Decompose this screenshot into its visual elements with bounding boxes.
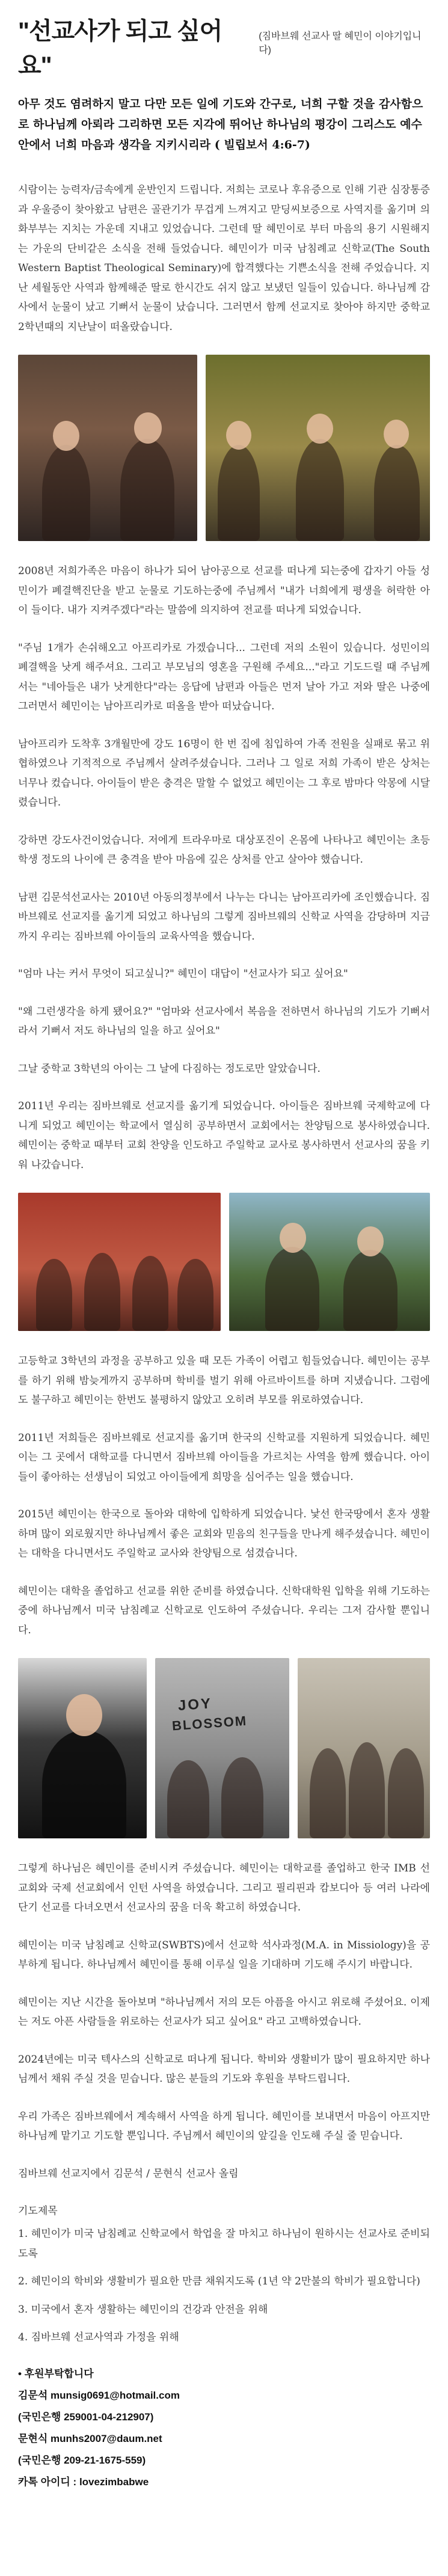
- paragraph: "왜 그런생각을 하게 됐어요?" "엄마와 선교사에서 복음을 전하면서 하나님의 기도가 기뻐서 라서 기뻐서 저도 하나님의 일을 하고 싶어요": [18, 1005, 430, 1037]
- support-email-1[interactable]: 김문석 munsig0691@hotmail.com: [18, 2389, 180, 2401]
- graduation-photo: [18, 1658, 147, 1838]
- paragraph: 고등학교 3학년의 과정을 공부하고 있을 때 모든 가족이 어렵고 힘들었습니다. 혜민이는 공부를 하기 위해 밤늦게까지 공부하며 학비를 벌기 위해 아르바이트를 하며 지냈습니다. 그럼에도 불구하고 혜민이는 한번도 불평하지 않았고 오히려 부모를 위로하였습니다.: [18, 1355, 430, 1406]
- paragraph: 혜민이는 대학을 졸업하고 선교를 위한 준비를 하였습니다. 신학대학원 입학을 위해 기도하는 중에 하나님께서 미국 남침례교 신학교로 인도하여 주셨습니다. 우리는 그저 감사할 뿐입니다.: [18, 1585, 430, 1636]
- prayer-item: 4. 짐바브웨 선교사역과 가정을 위해: [18, 2331, 179, 2343]
- support-email-2[interactable]: 문현식 munhs2007@daum.net: [18, 2432, 162, 2444]
- paragraph: 혜민이는 미국 남침례교 신학교(SWBTS)에서 선교학 석사과정(M.A. in Missiology)을 공부하게 됩니다. 하나님께서 혜민이를 통해 이루실 일을 기대하며 기도해 주시기 바랍니다.: [18, 1939, 430, 1971]
- paragraph: 시람이는 능력자/금속에게 운반인지 드립니다. 저희는 코로나 후유증으로 인해 기관 심장통증과 우울증이 찾아왔고 남편은 골관기가 무겁게 느껴지고 맏딩씨보증으로 사역지를 옮기며 의화부부는 지치는 가운데 지내고 있었습니다. 그런데 딸 혜민이로 부터 마음의 용기 시원해지는 가운의 단비같은 소식을 전해 들었습니다. 혜민이가 미국 남침례교 신학교(The South Western Baptist Theological Seminary)에 합격했다는 기쁜소식을 전해 주었습니다. 지난 세월동안 사역과 함께해준 딸로 한시간도 쉬지 않고 보냈던 일들이 있습니다. 하나님께 감사에서 눈물이 났고 기뻐서 눈물이 났습니다. 그러면서 함께 선교지로 찾아야 하지만 중학교 2학년때의 지난날이 떠올랐습니다.: [18, 184, 430, 333]
- paragraph: 짐바브웨 선교지에서 김문석 / 문현식 선교사 올림: [18, 2167, 239, 2180]
- scripture-verse: 아무 것도 염려하지 말고 다만 모든 일에 기도와 간구로, 너희 구할 것을 감사함으로 하나님께 아뢰라 그리하면 모든 지각에 뛰어난 하나님의 평강이 그리스도 예수 안에서 너희 마음과 생각을 지키시리라 ( 빌립보서 4:6-7): [18, 97, 423, 151]
- paragraph: 혜민이는 지난 시간을 돌아보며 "하나님께서 저의 모든 아픔을 아시고 위로해 주셨어요. 이제는 저도 아픈 사람들을 위로하는 선교사가 되고 싶어요" 라고 고백하였습니다.: [18, 1996, 430, 2028]
- paragraph: 남아프리카 도착후 3개월만에 강도 16명이 한 번 집에 침입하여 가족 전원을 실패로 묶고 위협하였으나 기적적으로 주님께서 살려주셨습니다. 그러나 그 일로 저희 가족이 받은 상처는 너무나 컸습니다. 아이들이 받은 충격은 말할 수 없었고 혜민이는 그 후로 밤마다 악몽에 시달렸습니다.: [18, 738, 430, 809]
- family-photo: [18, 355, 197, 541]
- paragraph: "엄마 나는 커서 무엇이 되고싶니?" 혜민이 대답이 "선교사가 되고 싶어요": [18, 968, 348, 980]
- support-kakao-id: 카톡 아이디 : lovezimbabwe: [18, 2476, 149, 2488]
- paragraph: 그날 중학교 3학년의 아이는 그 날에 다짐하는 정도로만 알았습니다.: [18, 1062, 321, 1075]
- photo-row-1: [18, 355, 430, 541]
- group-indoor-photo: [298, 1658, 430, 1838]
- paragraph: 2008년 저희가족은 마음이 하나가 되어 남아공으로 선교를 떠나게 되는중에 갑자기 아들 성민이가 폐결핵진단을 받고 눈물로 기도하는중에 주님께서 "내가 너희에게 평생을 허락한 아이 들이다. 내가 지켜주겠다"라는 말씀에 의지하여 전교를 떠나게 되었습니다.: [18, 565, 430, 616]
- photo-row-3: [18, 1658, 430, 1838]
- prayer-item: 1. 혜민이가 미국 남침례교 신학교에서 학업을 잘 마치고 하나님이 원하시는 선교사로 준비되도록: [18, 2228, 430, 2260]
- prayer-title: 기도제목: [18, 2205, 58, 2217]
- paragraph: "주님 1개가 손쉬해오고 아프리카로 가겠습니다... 그런데 저의 소원이 있습니다. 성민이의 폐결핵을 낫게 해주셔요. 그리고 부모님의 영혼을 구원해 주세요..."라고 기도드릴 때 주님께서는 "네아들은 내가 낫게한다"라는 응답에 남편과 아들은 먼저 날아 가고 저와 딸은 나중에 그러면서 혜민이는 남아프리카로 떠올을 받아 떠났습니다.: [18, 641, 430, 712]
- paragraph: 2011년 우리는 짐바브웨로 선교지를 옮기게 되었습니다. 아이들은 짐바브웨 국제학교에 다니게 되었고 혜민이는 학교에서 열심히 공부하면서 교회에서는 찬양팀으로 봉사하였습니다. 혜민이는 중학교 때부터 교회 찬양을 인도하고 주일학교 교사로 봉사하면서 선교사의 꿈을 키워 나갔습니다.: [18, 1100, 430, 1171]
- title-row: [18, 12, 430, 81]
- paragraph: 2015년 혜민이는 한국으로 돌아와 대학에 입학하게 되었습니다. 낯선 한국땅에서 혼자 생활하며 많이 외로웠지만 하나님께서 좋은 교회와 믿음의 친구들을 만나게 해주셨습니다. 혜민이는 대학을 다니면서도 주일학교 교사와 찬양팀으로 섬겼습니다.: [18, 1508, 430, 1559]
- support-account-2: (국민은행 209-21-1675-559): [18, 2454, 146, 2466]
- paragraph: 2024년에는 미국 텍사스의 신학교로 떠나게 됩니다. 학비와 생활비가 많이 필요하지만 하나님께서 채워 주실 것을 믿습니다. 많은 분들의 기도와 후원을 부탁드립니다.: [18, 2053, 430, 2085]
- support-header: • 후원부탁합니다: [18, 2367, 94, 2379]
- mission-group-photo: [206, 355, 430, 541]
- prayer-section: [18, 2201, 430, 2348]
- joy-sign-line2: BLOSSOM: [171, 1713, 248, 1734]
- prayer-item: 3. 미국에서 혼자 생활하는 혜민이의 건강과 안전을 위해: [18, 2303, 268, 2316]
- prayer-item: 2. 혜민이의 학비와 생활비가 필요한 만큼 채워지도록 (1년 약 2만불의 학비가 필요합니다): [18, 2275, 420, 2287]
- paragraph: 우리 가족은 짐바브웨에서 계속해서 사역을 하게 됩니다. 혜민이를 보내면서 마음이 아프지만 하나님께 맡기고 기도할 뿐입니다. 주님께서 혜민이의 앞길을 인도해 주실 줄 믿습니다.: [18, 2110, 430, 2142]
- paragraph: 남편 김문석선교사는 2010년 아동의정부에서 나누는 다니는 남아프리카에 조인했습니다. 짐바브웨로 선교지를 옮기게 되었고 하나님의 그렇게 짐바브웨의 신학교 사역을 감당하며 지금 까지 우리는 짐바브웨 아이들의 교육사역을 했습니다.: [18, 891, 430, 943]
- article-title: "선교사가 되고 싶어요": [18, 18, 222, 79]
- photo-row-2: [18, 1193, 430, 1331]
- paragraph: 강하면 강도사건이었습니다. 저에게 트라우마로 대상포진이 온몸에 나타나고 혜민이는 초등학생 정도의 나이에 큰 충격을 받아 마음에 깊은 상처를 안고 살아야 했습니다.: [18, 834, 430, 866]
- paragraph: 2011년 저희들은 짐바브웨로 선교지를 옮기며 한국의 신학교를 지원하게 되었습니다. 혜민이는 그 곳에서 대학교를 다니면서 짐바브웨 아이들을 가르치는 사역을 함께 했습니다. 아이들이 좋아하는 선생님이 되었고 아이들에게 희망을 심어주는 일을 했습니다.: [18, 1431, 430, 1483]
- outdoor-photo: [229, 1193, 430, 1331]
- group-photo-red: [18, 1193, 221, 1331]
- support-account-1: (국민은행 259001-04-212907): [18, 2411, 154, 2423]
- support-section: [18, 2363, 430, 2493]
- joy-sign-line1: JOY: [177, 1695, 213, 1714]
- article-subtitle: (짐바브웨 선교사 딸 혜민이 이야기입니다): [259, 31, 422, 55]
- paragraph: 그렇게 하나님은 혜민이를 준비시켜 주셨습니다. 혜민이는 대학교를 졸업하고 한국 IMB 선교회와 국제 선교회에서 인턴 사역을 하였습니다. 그리고 필리핀과 캄보디아 등 여러 나라에 단기 선교를 다녀오면서 선교사의 꿈을 더욱 확고히 하였습니다.: [18, 1862, 430, 1914]
- joy-blossom-photo: [155, 1658, 290, 1838]
